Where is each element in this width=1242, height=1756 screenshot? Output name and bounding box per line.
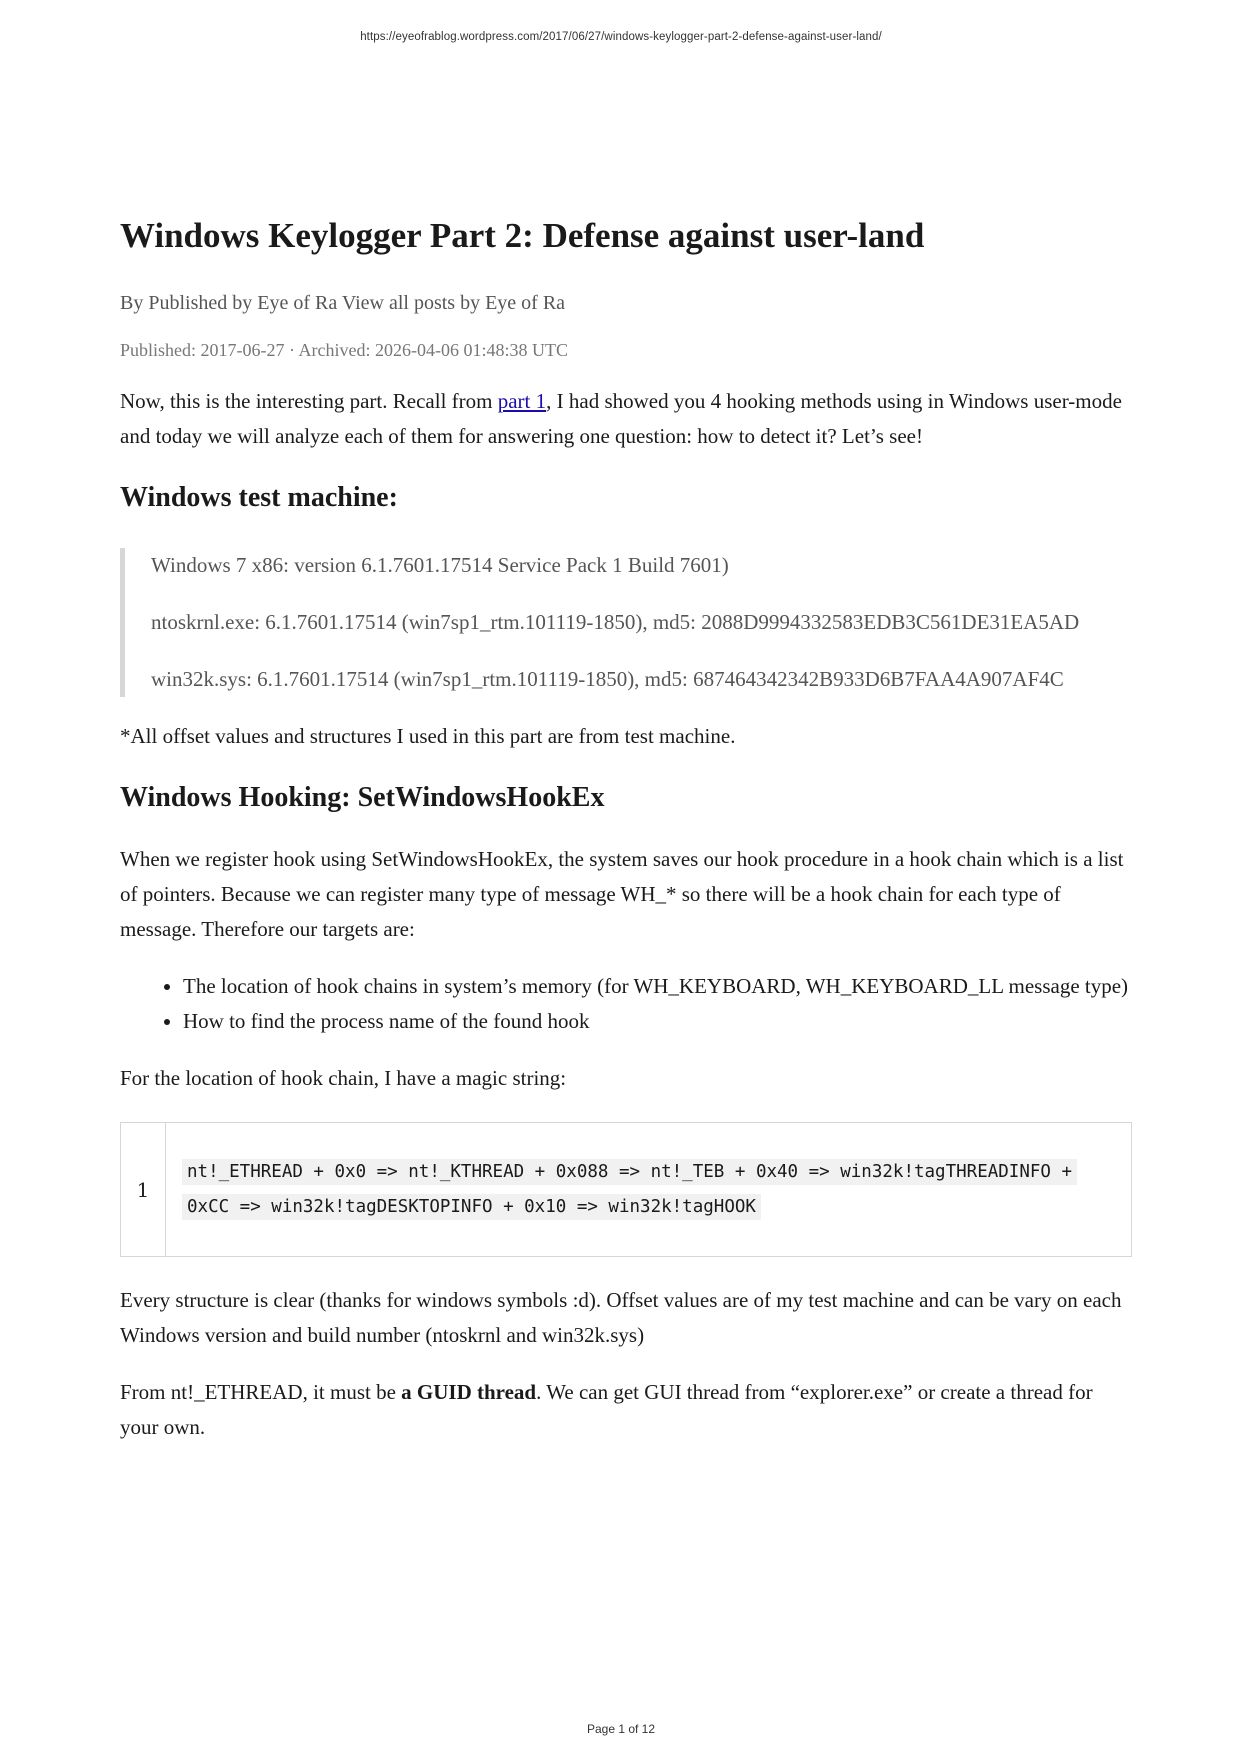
test-machine-heading: Windows test machine:: [120, 482, 398, 513]
code-block: [120, 1122, 1132, 1257]
intro-text-before: Now, this is the interesting part. Recall from: [120, 389, 498, 413]
quote-line-windows-version: Windows 7 x86: version 6.1.7601.17514 Service Pack 1 Build 7601): [151, 553, 729, 577]
list-item: • How to find the process name of the found hook: [183, 1004, 1132, 1039]
ethread-text-after: . We can get GUI thread from “explorer.exe” or create a thread for your own.: [120, 1380, 1093, 1439]
quote-line-ntoskrnl: ntoskrnl.exe: 6.1.7601.17514 (win7sp1_rtm.101119-1850), md5: 2088D9994332583EDB3C561DE31EA5AD: [151, 610, 1080, 634]
structure-paragraph: Every structure is clear (thanks for windows symbols :d). Offset values are of my test machine and can be vary on each Windows version and build number (ntoskrnl and win32k.sys): [120, 1288, 1122, 1347]
targets-list: [120, 969, 1132, 1039]
list-item: • The location of hook chains in system’s memory (for WH_KEYBOARD, WH_KEYBOARD_LL message type): [183, 969, 1132, 1004]
article-byline: By Published by Eye of Ra View all posts by Eye of Ra: [120, 292, 566, 314]
quote-line-win32k: win32k.sys: 6.1.7601.17514 (win7sp1_rtm.101119-1850), md5: 687464342342B933D6B7FAA4A907AF4C: [151, 667, 1064, 691]
code-body: [166, 1123, 1131, 1256]
article-meta: Published: 2017-06-27 · Archived: 2026-04-06 01:48:38 UTC: [120, 340, 568, 360]
hooking-description: When we register hook using SetWindowsHookEx, the system saves our hook procedure in a hook chain which is a list of pointers. Because we can register many type of message WH_* so there will be a hook chain for each type of message. Therefore our targets are:: [120, 847, 1124, 941]
intro-text-after: , I had showed you 4 hooking methods using in Windows user-mode and today we will analyze each of them for answering one question: how to detect it? Let’s see!: [120, 389, 1122, 448]
page-url: https://eyeofrablog.wordpress.com/2017/06/27/windows-keylogger-part-2-defense-against-user-land/: [360, 31, 882, 43]
ethread-paragraph: [120, 1375, 1132, 1445]
code-line-text: nt!_ETHREAD + 0x0 => nt!_KTHREAD + 0x088 => nt!_TEB + 0x40 => win32k!tagTHREADINFO + 0xCC => win32k!tagDESKTOPINFO + 0x10 => win32k!tagHOOK: [182, 1159, 1077, 1220]
code-line: [182, 1155, 1103, 1225]
test-machine-quote: [120, 548, 1132, 697]
code-line-number: 1: [121, 1123, 166, 1256]
article: [120, 214, 1132, 1445]
ethread-text-before: From nt!_ETHREAD, it must be: [120, 1380, 402, 1404]
intro-paragraph: [120, 384, 1132, 454]
offset-note: *All offset values and structures I used in this part are from test machine.: [120, 724, 736, 748]
hooking-heading: Windows Hooking: SetWindowsHookEx: [120, 782, 605, 813]
page-number: Page 1 of 12: [586, 1722, 656, 1736]
hook-location-text: For the location of hook chain, I have a magic string:: [120, 1066, 567, 1090]
gui-thread-emphasis: a GUID thread: [401, 1380, 537, 1404]
article-title: Windows Keylogger Part 2: Defense against user-land: [120, 216, 925, 255]
part-1-link[interactable]: part 1: [497, 389, 547, 413]
